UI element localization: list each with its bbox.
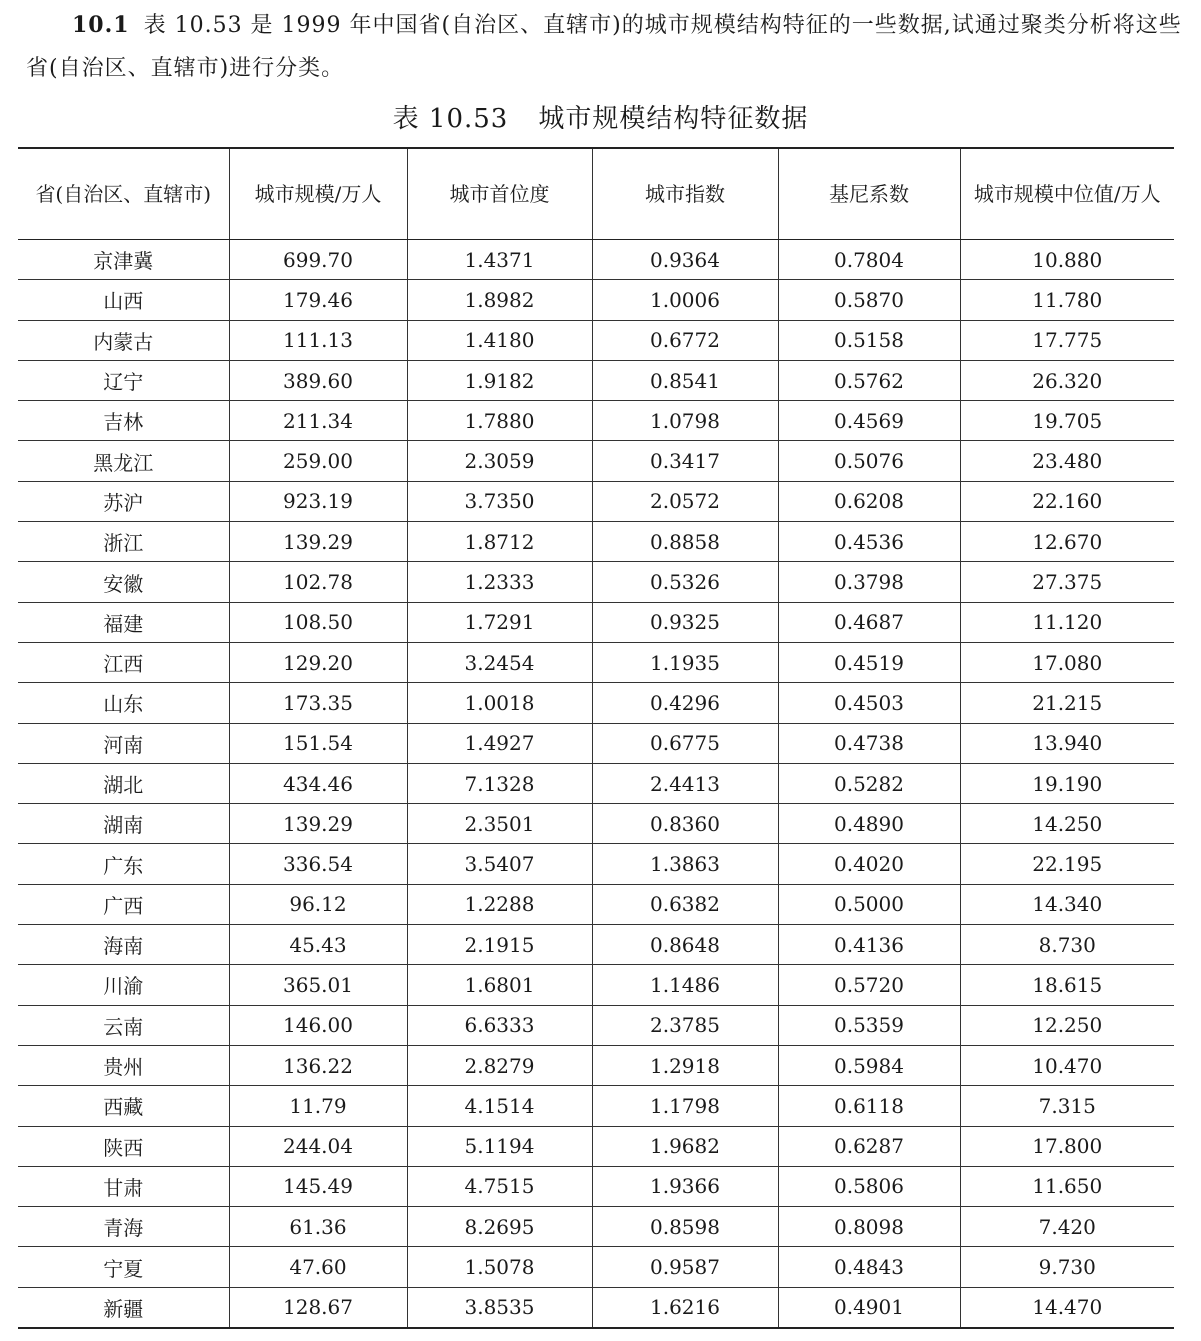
cell-primacy: 7.1328: [407, 763, 592, 803]
cell-gini: 0.4843: [778, 1247, 960, 1287]
cell-primacy: 1.4927: [407, 723, 592, 763]
cell-province: 新疆: [18, 1287, 229, 1328]
cell-median-scale: 17.800: [960, 1126, 1174, 1166]
cell-primacy: 3.5407: [407, 844, 592, 884]
cell-city-index: 0.8541: [592, 360, 778, 400]
cell-province: 京津冀: [18, 240, 229, 280]
cell-primacy: 5.1194: [407, 1126, 592, 1166]
cell-province: 山西: [18, 280, 229, 320]
cell-city-index: 0.9587: [592, 1247, 778, 1287]
cell-province: 辽宁: [18, 360, 229, 400]
cell-city-scale: 923.19: [229, 481, 407, 521]
cell-gini: 0.7804: [778, 240, 960, 280]
cell-median-scale: 21.215: [960, 683, 1174, 723]
cell-gini: 0.5000: [778, 884, 960, 924]
table-row: [18, 1166, 1174, 1206]
cell-province: 宁夏: [18, 1247, 229, 1287]
cell-primacy: 3.8535: [407, 1287, 592, 1328]
cell-gini: 0.4503: [778, 683, 960, 723]
cell-city-index: 0.8648: [592, 925, 778, 965]
cell-gini: 0.4020: [778, 844, 960, 884]
cell-province: 西藏: [18, 1086, 229, 1126]
cell-gini: 0.4738: [778, 723, 960, 763]
cell-city-scale: 146.00: [229, 1005, 407, 1045]
cell-gini: 0.4519: [778, 642, 960, 682]
cell-gini: 0.6118: [778, 1086, 960, 1126]
cell-province: 川渝: [18, 965, 229, 1005]
header-median-scale: 城市规模中位值/万人: [960, 148, 1174, 240]
cell-city-scale: 151.54: [229, 723, 407, 763]
cell-primacy: 2.8279: [407, 1045, 592, 1085]
table-row: [18, 1287, 1174, 1328]
cell-city-scale: 96.12: [229, 884, 407, 924]
cell-province: 江西: [18, 642, 229, 682]
cell-median-scale: 7.420: [960, 1207, 1174, 1247]
table-row: [18, 522, 1174, 562]
table-row: [18, 1045, 1174, 1085]
cell-city-scale: 139.29: [229, 522, 407, 562]
cell-primacy: 4.1514: [407, 1086, 592, 1126]
cell-province: 苏沪: [18, 481, 229, 521]
table-row: [18, 1005, 1174, 1045]
cell-primacy: 1.8712: [407, 522, 592, 562]
cell-median-scale: 13.940: [960, 723, 1174, 763]
cell-gini: 0.6287: [778, 1126, 960, 1166]
cell-median-scale: 11.780: [960, 280, 1174, 320]
header-province: 省(自治区、直辖市): [18, 148, 229, 240]
cell-city-scale: 434.46: [229, 763, 407, 803]
cell-city-scale: 139.29: [229, 804, 407, 844]
cell-gini: 0.5158: [778, 320, 960, 360]
header-gini: 基尼系数: [778, 148, 960, 240]
table-row: [18, 280, 1174, 320]
cell-city-index: 1.0798: [592, 401, 778, 441]
table-row: [18, 360, 1174, 400]
table-header-row: [18, 148, 1174, 240]
cell-gini: 0.5984: [778, 1045, 960, 1085]
cell-median-scale: 12.670: [960, 522, 1174, 562]
cell-city-index: 1.2918: [592, 1045, 778, 1085]
cell-primacy: 1.5078: [407, 1247, 592, 1287]
cell-primacy: 3.2454: [407, 642, 592, 682]
cell-median-scale: 23.480: [960, 441, 1174, 481]
cell-median-scale: 11.120: [960, 602, 1174, 642]
cell-primacy: 1.7291: [407, 602, 592, 642]
cell-city-scale: 129.20: [229, 642, 407, 682]
header-primacy: 城市首位度: [407, 148, 592, 240]
table-row: [18, 481, 1174, 521]
cell-median-scale: 14.470: [1032, 1295, 1103, 1320]
table-row: [18, 320, 1174, 360]
cell-province: 广东: [18, 844, 229, 884]
cell-median-scale: 22.195: [960, 844, 1174, 884]
cell-province: 浙江: [18, 522, 229, 562]
table-row: [18, 441, 1174, 481]
table-row: [18, 723, 1174, 763]
cell-city-scale: 128.67: [229, 1287, 407, 1328]
cell-primacy: 2.1915: [407, 925, 592, 965]
cell-gini: 0.5076: [778, 441, 960, 481]
table-row: [18, 1086, 1174, 1126]
cell-city-scale: 173.35: [229, 683, 407, 723]
cell-primacy: 1.6801: [407, 965, 592, 1005]
cell-primacy: 1.2288: [407, 884, 592, 924]
table-row: [18, 642, 1174, 682]
cell-primacy: 4.7515: [407, 1166, 592, 1206]
cell-median-scale: 17.080: [960, 642, 1174, 682]
problem-number: 10.1: [72, 12, 130, 38]
cell-city-scale: 336.54: [229, 844, 407, 884]
cell-median-scale: 22.160: [960, 481, 1174, 521]
cell-gini: 0.5282: [778, 763, 960, 803]
cell-province: 福建: [18, 602, 229, 642]
table-row: [18, 401, 1174, 441]
table-caption-title: 城市规模结构特征数据: [538, 104, 809, 134]
cell-province: 海南: [18, 925, 229, 965]
cell-median-scale: 19.705: [960, 401, 1174, 441]
table-body: [18, 240, 1174, 1329]
cell-median-scale: 14.250: [960, 804, 1174, 844]
cell-median-scale: 12.250: [960, 1005, 1174, 1045]
cell-gini: 0.4136: [778, 925, 960, 965]
cell-city-scale: 136.22: [229, 1045, 407, 1085]
cell-city-scale: 45.43: [229, 925, 407, 965]
cell-median-scale: 18.615: [960, 965, 1174, 1005]
table-caption: [0, 98, 1201, 135]
table-row: [18, 804, 1174, 844]
cell-primacy: 1.0018: [407, 683, 592, 723]
cell-primacy: 2.3059: [407, 441, 592, 481]
cell-city-index: 1.6216: [592, 1287, 778, 1328]
cell-city-index: 0.6772: [592, 320, 778, 360]
cell-gini: 0.3798: [778, 562, 960, 602]
cell-city-scale: 145.49: [229, 1166, 407, 1206]
cell-city-scale: 102.78: [229, 562, 407, 602]
cell-gini: 0.4536: [778, 522, 960, 562]
cell-province: 云南: [18, 1005, 229, 1045]
cell-city-index: 2.0572: [592, 481, 778, 521]
cell-city-index: 1.3863: [592, 844, 778, 884]
cell-median-scale: 10.470: [960, 1045, 1174, 1085]
table-row: [18, 240, 1174, 280]
cell-province: 河南: [18, 723, 229, 763]
cell-city-scale: 211.34: [229, 401, 407, 441]
cell-province: 甘肃: [18, 1166, 229, 1206]
cell-median-scale: 10.880: [960, 240, 1174, 280]
cell-primacy: 1.4180: [407, 320, 592, 360]
cell-city-scale: 108.50: [229, 602, 407, 642]
cell-median-scale: 11.650: [960, 1166, 1174, 1206]
cell-city-scale: 47.60: [229, 1247, 407, 1287]
cell-city-scale: 61.36: [229, 1207, 407, 1247]
cell-primacy: 1.7880: [407, 401, 592, 441]
cell-city-scale: 699.70: [229, 240, 407, 280]
cell-province: 贵州: [18, 1045, 229, 1085]
table-row: [18, 562, 1174, 602]
data-table: [18, 147, 1174, 1329]
cell-primacy: 1.8982: [407, 280, 592, 320]
cell-city-index: 0.8598: [592, 1207, 778, 1247]
table-row: [18, 965, 1174, 1005]
header-city-index: 城市指数: [592, 148, 778, 240]
cell-city-index: 0.3417: [592, 441, 778, 481]
cell-city-index: 0.6775: [592, 723, 778, 763]
cell-province: 陕西: [18, 1126, 229, 1166]
cell-gini: 0.4569: [778, 401, 960, 441]
cell-city-index: 2.3785: [592, 1005, 778, 1045]
cell-primacy: 6.6333: [407, 1005, 592, 1045]
cell-city-index: 0.4296: [592, 683, 778, 723]
cell-gini: 0.5870: [778, 280, 960, 320]
cell-gini: 0.4687: [778, 602, 960, 642]
cell-city-scale: 389.60: [229, 360, 407, 400]
cell-median-scale: 17.775: [960, 320, 1174, 360]
cell-gini: 0.5806: [778, 1166, 960, 1206]
cell-median-scale: 14.340: [960, 884, 1174, 924]
cell-primacy: 1.9182: [407, 360, 592, 400]
cell-gini: 0.5762: [778, 360, 960, 400]
cell-province: 广西: [18, 884, 229, 924]
cell-median-scale: 7.315: [960, 1086, 1174, 1126]
cell-primacy: 1.4371: [407, 240, 592, 280]
problem-text: 表 10.53 是 1999 年中国省(自治区、直辖市)的城市规模结构特征的一些数据,试通过聚类分析将这些省(自治区、直辖市)进行分类。: [26, 13, 1182, 81]
table-row: [18, 1126, 1174, 1166]
cell-city-scale: 259.00: [229, 441, 407, 481]
cell-city-index: 1.9366: [592, 1166, 778, 1206]
cell-gini: 0.4890: [778, 804, 960, 844]
table-row: [18, 844, 1174, 884]
cell-city-scale: 111.13: [229, 320, 407, 360]
cell-city-scale: 244.04: [229, 1126, 407, 1166]
cell-primacy: 3.7350: [407, 481, 592, 521]
table-row: [18, 1207, 1174, 1247]
table-row: [18, 763, 1174, 803]
table-row: [18, 925, 1174, 965]
cell-city-index: 2.4413: [592, 763, 778, 803]
cell-median-scale: 26.320: [960, 360, 1174, 400]
cell-city-scale: 179.46: [229, 280, 407, 320]
cell-median-scale: 27.375: [960, 562, 1174, 602]
cell-gini: 0.5720: [778, 965, 960, 1005]
problem-statement: [26, 4, 1186, 90]
cell-gini: 0.4901: [778, 1287, 960, 1328]
header-city-scale: 城市规模/万人: [229, 148, 407, 240]
cell-province: 湖北: [18, 763, 229, 803]
cell-province: 山东: [18, 683, 229, 723]
cell-province: 内蒙古: [18, 320, 229, 360]
cell-gini: 0.8098: [778, 1207, 960, 1247]
cell-gini: 0.6208: [778, 481, 960, 521]
cell-city-scale: 365.01: [229, 965, 407, 1005]
table-caption-label: 表 10.53: [392, 104, 509, 134]
cell-province: 安徽: [18, 562, 229, 602]
cell-city-index: 0.5326: [592, 562, 778, 602]
cell-gini: 0.5359: [778, 1005, 960, 1045]
table-row: [18, 602, 1174, 642]
cell-city-index: 1.1486: [592, 965, 778, 1005]
cell-city-index: 0.6382: [592, 884, 778, 924]
cell-city-index: 1.1935: [592, 642, 778, 682]
table-row: [18, 683, 1174, 723]
table-row: [18, 1247, 1174, 1287]
cell-city-index: 1.1798: [592, 1086, 778, 1126]
cell-city-index: 0.9364: [592, 240, 778, 280]
cell-city-index: 0.8360: [592, 804, 778, 844]
cell-primacy: 8.2695: [407, 1207, 592, 1247]
cell-city-index: 1.0006: [592, 280, 778, 320]
cell-primacy: 1.2333: [407, 562, 592, 602]
cell-median-scale: 9.730: [960, 1247, 1174, 1287]
cell-province: 吉林: [18, 401, 229, 441]
table-row: [18, 884, 1174, 924]
cell-province: 黑龙江: [18, 441, 229, 481]
cell-primacy: 2.3501: [407, 804, 592, 844]
cell-city-scale: 11.79: [229, 1086, 407, 1126]
cell-province: 青海: [18, 1207, 229, 1247]
cell-median-scale: 19.190: [960, 763, 1174, 803]
cell-city-index: 1.9682: [592, 1126, 778, 1166]
cell-province: 湖南: [18, 804, 229, 844]
cell-city-index: 0.9325: [592, 602, 778, 642]
cell-median-scale: 8.730: [960, 925, 1174, 965]
cell-city-index: 0.8858: [592, 522, 778, 562]
